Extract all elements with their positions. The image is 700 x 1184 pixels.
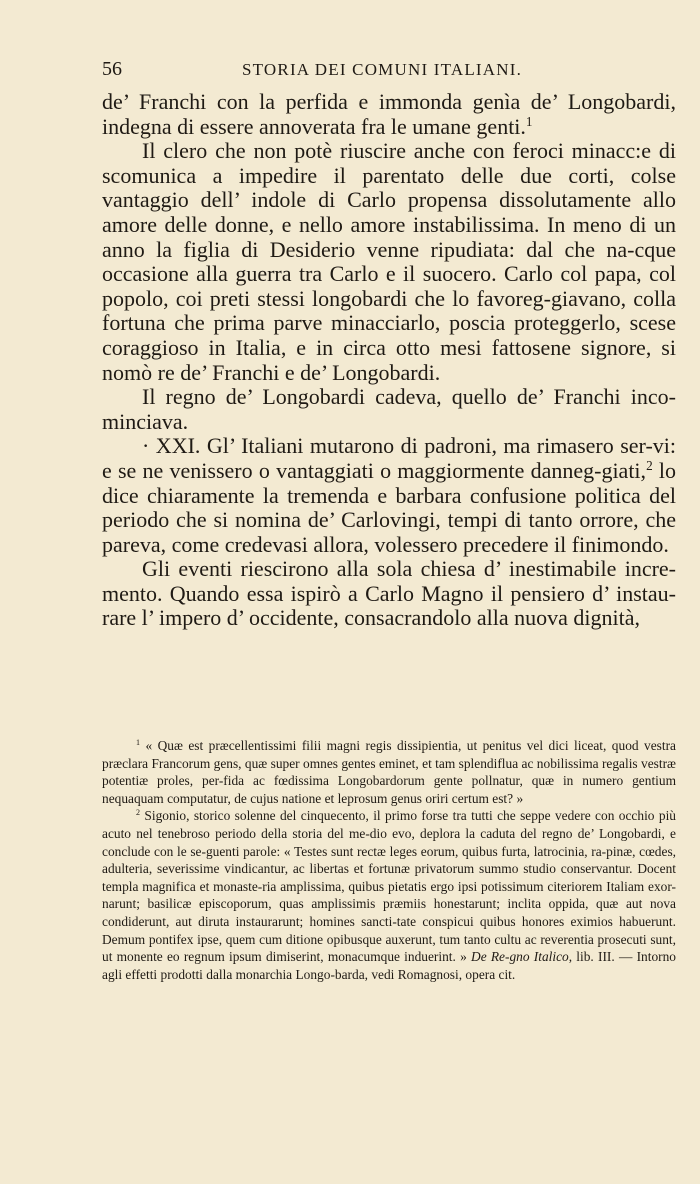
footnote-2-work-title: De Re-gno Italico <box>466 949 569 965</box>
paragraph-4 <box>102 434 676 557</box>
footnote-1-text: « Quæ est præcellentissimi filii magni regis dissipientia, ut penitus vel dici liceat, quod vestra præclara Francorum gens, quæ super omnes gentes eminet, et tam splendiflua ac nobilissima regalis vestræ potentiæ proles, per-fida ac fœdissima Longobardorum gente pollnatur, quæ in numero gentium nequaquam computatur, de cujus natione et leprosum genus oriri certum est? » <box>102 738 676 806</box>
paragraph-5: Gli eventi riescirono alla sola chiesa d’ inestimabile incre-mento. Quando essa ispirò a Carlo Magno il pensiero d’ instau-rare l’ impero d’ occidente, consacrandolo alla nuova dignità, <box>102 556 676 631</box>
paragraph-4-text-b: lo dice chiaramente la tremenda e barbara confusione politica del periodo che si nomina de’ Carlovingi, tempi di tanto orrore, che pareva, come credevasi allora, volessero precedere il finimondo. <box>102 457 676 557</box>
paragraph-1 <box>102 90 676 139</box>
footnote-1 <box>102 737 676 807</box>
footnote-ref-1: 1 <box>525 113 533 129</box>
footnote-ref-2: 2 <box>646 458 653 473</box>
running-head <box>102 58 676 86</box>
paragraph-3: Il regno de’ Longobardi cadeva, quello de’ Franchi inco-minciava. <box>102 384 676 434</box>
footnote-2-mark: 2 <box>136 808 141 818</box>
paragraph-2: Il clero che non potè riuscire anche con feroci minacc:e di scomunica a impedire il parentato delle due corti, colse vantaggio dell’ indole di Carlo propensa dissolutamente allo amore delle donne, e nello amore instabilissima. In meno di un anno la figlia di Desiderio venne ripudiata: dal che na-cque occasione alla guerra tra Carlo e il suocero. Carlo col papa, col popolo, coi preti stessi longobardi che lo favoreg-giavano, colla fortuna che prima parve minacciarlo, poscia proteggerlo, scese coraggioso in Italia, e in circa otto mesi fattosene signore, si nomò re de’ Franchi e de’ Longobardi. <box>102 138 676 385</box>
footnote-1-mark: 1 <box>136 738 141 748</box>
footnote-2 <box>102 807 676 983</box>
page-number: 56 <box>102 58 122 80</box>
main-text <box>102 90 676 631</box>
paragraph-1-text: de’ Franchi con la perfida e immonda genìa de’ Longobardi, indegna di essere annoverata fra le umane genti. <box>102 89 676 139</box>
footnote-2-tail: , lib. III. — Intorno agli effetti prodotti dalla monarchia Longo-barda, vedi Romagnosi, opera cit. <box>102 949 676 982</box>
footnote-2-text: Sigonio, storico solenne del cinquecento, il primo forse tra tutti che seppe vedere con occhio più acuto nel tenebroso periodo della storia del me-dio evo, deplora la caduta del regno de’ Longobardi, e conclude con le se-guenti parole: « Testes sunt rectæ leges eorum, quibus furta, latrocinia, ra-pinæ, cœdes, adulteria, severissime vindicantur, ac libertas et fortunæ privatorum summo studio conservantur. Docent templa magnifica et monaste-ria amplissima, quibus pietatis ergo ipsi potissimum citeriorem Italiam exor-narunt; basilicæ episcoporum, quas amplissimis præmiis honestarunt; inclita oppida, quæ aut nova condiderunt, aut diruta instaurarunt; homines sancti-tate conspicui quibus honores eximios habuerunt. Demum pontifex ipse, quem cum ditione opibusque auxerunt, tum tanto cultu ac reverentia prosecuti sunt, ut monente eo regnum ipsum dimiserint, monacumque induerint. » <box>102 808 676 965</box>
footnotes <box>102 737 676 983</box>
running-title: STORIA DEI COMUNI ITALIANI. <box>242 60 523 79</box>
paragraph-4-text-a: · XXI. Gl’ Italiani mutarono di padroni, ma rimasero ser-vi: e se ne venissero o vantaggiati o maggiormente danneg-giati, <box>102 433 676 483</box>
